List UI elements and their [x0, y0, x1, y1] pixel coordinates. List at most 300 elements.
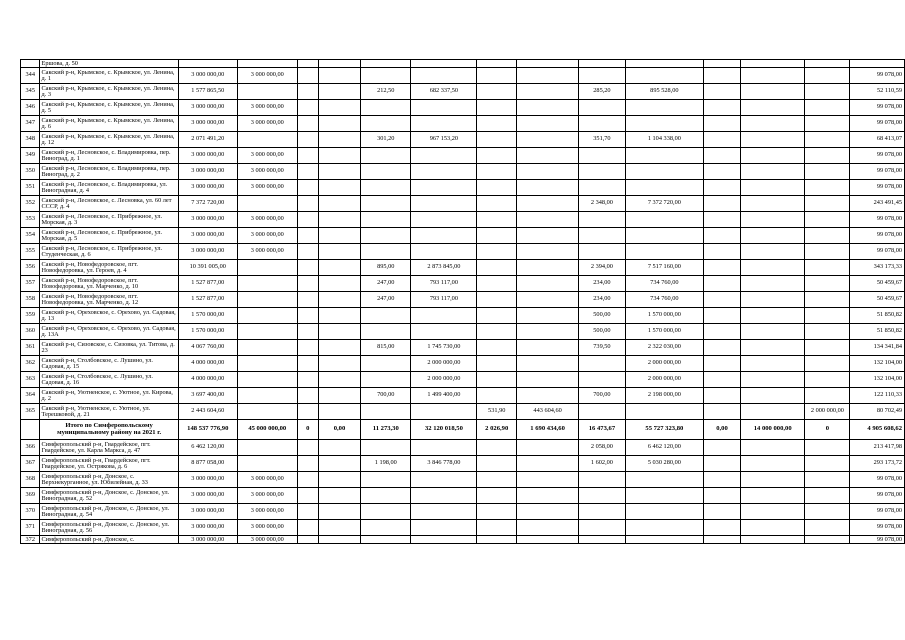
table-row: [21, 84, 905, 100]
table-row: [21, 132, 905, 148]
value-cell-c10: [704, 520, 741, 536]
value-cell-c6: [477, 324, 517, 340]
value-cell-c12: [805, 68, 850, 84]
value-cell-c8: 16 473,67: [579, 420, 625, 440]
value-cell-total: 1 570 000,00: [178, 324, 237, 340]
address-cell: Сакский р-н, Лесновское, с. Лесновка, ул. 60 лет СССР, д. 4: [40, 196, 178, 212]
value-cell-c6: [477, 356, 517, 372]
value-cell-c12: [805, 276, 850, 292]
value-cell-c8: [579, 180, 625, 196]
value-cell-c12: [805, 100, 850, 116]
value-cell-total: [178, 60, 237, 68]
value-cell-c2: [297, 68, 318, 84]
value-cell-c6: [477, 84, 517, 100]
value-cell-c1: [237, 440, 297, 456]
value-cell-c10: [704, 180, 741, 196]
value-cell-c12: [805, 196, 850, 212]
value-cell-c13: 80 702,49: [850, 404, 905, 420]
value-cell-c3: [318, 116, 360, 132]
table-row: [21, 372, 905, 388]
value-cell-c12: [805, 60, 850, 68]
value-cell-c8: [579, 472, 625, 488]
value-cell-c4: [361, 404, 411, 420]
value-cell-c6: [477, 132, 517, 148]
row-number-cell: 349: [21, 148, 40, 164]
value-cell-c1: [237, 456, 297, 472]
value-cell-c7: [516, 260, 578, 276]
address-cell: Сакский р-н, Крымское, с. Крымское, ул. Ленина, д. 5: [40, 100, 178, 116]
value-cell-c1: [237, 388, 297, 404]
table-row: [21, 260, 905, 276]
value-cell-c8: 351,70: [579, 132, 625, 148]
row-number-cell: 346: [21, 100, 40, 116]
table-row: [21, 388, 905, 404]
value-cell-c12: [805, 520, 850, 536]
value-cell-c7: [516, 60, 578, 68]
value-cell-c8: 500,00: [579, 324, 625, 340]
value-cell-c1: 3 000 000,00: [237, 100, 297, 116]
value-cell-c12: [805, 116, 850, 132]
value-cell-c13: 99 078,00: [850, 148, 905, 164]
value-cell-c13: 68 413,07: [850, 132, 905, 148]
value-cell-c5: 1 499 400,00: [411, 388, 477, 404]
value-cell-c11: [740, 100, 805, 116]
value-cell-c1: [237, 324, 297, 340]
value-cell-c1: 3 000 000,00: [237, 244, 297, 260]
value-cell-c8: [579, 100, 625, 116]
value-cell-c1: 45 000 000,00: [237, 420, 297, 440]
address-cell: Сакский р-н, Лесновское, с. Владимировка, пер. Виноград, д. 2: [40, 164, 178, 180]
value-cell-c3: [318, 472, 360, 488]
value-cell-c5: [411, 440, 477, 456]
value-cell-c10: [704, 388, 741, 404]
value-cell-total: 3 697 400,00: [178, 388, 237, 404]
value-cell-c11: [740, 372, 805, 388]
value-cell-c5: [411, 324, 477, 340]
value-cell-c1: 3 000 000,00: [237, 180, 297, 196]
address-cell: Сакский р-н, Лесновское, с. Владимировка, ул. Виноградная, д. 4: [40, 180, 178, 196]
value-cell-c9: [625, 148, 703, 164]
value-cell-c9: 7 372 720,00: [625, 196, 703, 212]
value-cell-c3: [318, 504, 360, 520]
row-number-cell: 351: [21, 180, 40, 196]
value-cell-c6: 531,90: [477, 404, 517, 420]
value-cell-c6: [477, 308, 517, 324]
value-cell-c2: [297, 228, 318, 244]
table-row: [21, 212, 905, 228]
value-cell-c9: 1 570 000,00: [625, 324, 703, 340]
value-cell-c4: 11 273,30: [361, 420, 411, 440]
value-cell-c8: 2 394,00: [579, 260, 625, 276]
value-cell-c10: [704, 472, 741, 488]
value-cell-c7: [516, 212, 578, 228]
value-cell-c13: 99 078,00: [850, 472, 905, 488]
value-cell-c11: [740, 180, 805, 196]
value-cell-c4: [361, 180, 411, 196]
value-cell-c11: [740, 84, 805, 100]
value-cell-c7: [516, 340, 578, 356]
funding-table: [20, 59, 905, 544]
address-cell: Симферопольский р-н, Донское, с. Донское, ул. Виноградная, д. 54: [40, 504, 178, 520]
value-cell-c5: [411, 228, 477, 244]
value-cell-c5: [411, 164, 477, 180]
value-cell-c3: [318, 84, 360, 100]
value-cell-c9: [625, 472, 703, 488]
value-cell-c3: [318, 276, 360, 292]
table-row: [21, 472, 905, 488]
value-cell-total: 6 462 120,00: [178, 440, 237, 456]
table-row: [21, 404, 905, 420]
value-cell-c9: 2 000 000,00: [625, 356, 703, 372]
value-cell-c10: [704, 84, 741, 100]
value-cell-c2: [297, 488, 318, 504]
value-cell-c4: [361, 212, 411, 228]
value-cell-c9: [625, 180, 703, 196]
value-cell-c8: 2 348,00: [579, 196, 625, 212]
value-cell-c13: 99 078,00: [850, 488, 905, 504]
total-label-cell: Итого по Симферопольскому муниципальному району на 2021 г.: [40, 420, 178, 440]
value-cell-total: 4 000 000,00: [178, 372, 237, 388]
value-cell-c8: 500,00: [579, 308, 625, 324]
value-cell-c3: [318, 212, 360, 228]
value-cell-c3: [318, 404, 360, 420]
address-cell: Сакский р-н, Лесновское, с. Владимировка, пер. Виноград, д. 1: [40, 148, 178, 164]
value-cell-c4: [361, 60, 411, 68]
value-cell-c13: 293 173,72: [850, 456, 905, 472]
value-cell-c2: [297, 100, 318, 116]
value-cell-c11: [740, 520, 805, 536]
value-cell-total: 1 577 865,50: [178, 84, 237, 100]
address-cell: Ершова, д. 50: [40, 60, 178, 68]
value-cell-c8: [579, 116, 625, 132]
value-cell-c4: [361, 472, 411, 488]
value-cell-c1: 3 000 000,00: [237, 164, 297, 180]
value-cell-c11: [740, 308, 805, 324]
value-cell-c5: 2 873 845,00: [411, 260, 477, 276]
value-cell-c4: [361, 440, 411, 456]
value-cell-c6: [477, 340, 517, 356]
value-cell-c8: [579, 404, 625, 420]
value-cell-total: 10 391 005,00: [178, 260, 237, 276]
table-row: [21, 440, 905, 456]
value-cell-c10: [704, 132, 741, 148]
value-cell-c11: 14 000 000,00: [740, 420, 805, 440]
value-cell-c1: 3 000 000,00: [237, 116, 297, 132]
value-cell-c6: [477, 472, 517, 488]
address-cell: Сакский р-н, Крымское, с. Крымское, ул. Ленина, д. 6: [40, 116, 178, 132]
value-cell-c13: 51 850,82: [850, 308, 905, 324]
value-cell-c9: [625, 116, 703, 132]
value-cell-c4: [361, 488, 411, 504]
value-cell-c3: [318, 536, 360, 544]
value-cell-c3: [318, 520, 360, 536]
value-cell-c6: [477, 536, 517, 544]
value-cell-c9: [625, 68, 703, 84]
value-cell-c13: 213 417,98: [850, 440, 905, 456]
row-number-cell: 367: [21, 456, 40, 472]
value-cell-c3: [318, 164, 360, 180]
value-cell-c6: [477, 276, 517, 292]
value-cell-c13: 99 078,00: [850, 536, 905, 544]
value-cell-c10: [704, 276, 741, 292]
value-cell-c8: 739,50: [579, 340, 625, 356]
value-cell-c10: [704, 488, 741, 504]
value-cell-c3: [318, 132, 360, 148]
value-cell-c3: [318, 244, 360, 260]
value-cell-total: 3 000 000,00: [178, 536, 237, 544]
value-cell-c6: [477, 456, 517, 472]
value-cell-c3: [318, 68, 360, 84]
value-cell-c6: [477, 388, 517, 404]
value-cell-c8: 234,00: [579, 292, 625, 308]
row-number-cell: 344: [21, 68, 40, 84]
value-cell-c4: [361, 228, 411, 244]
value-cell-c4: 895,00: [361, 260, 411, 276]
value-cell-c8: [579, 164, 625, 180]
value-cell-c13: 243 491,45: [850, 196, 905, 212]
value-cell-c12: [805, 292, 850, 308]
value-cell-c1: [237, 260, 297, 276]
address-cell: Сакский р-н, Уютненское, с. Уютное, ул. Кирова, д. 2: [40, 388, 178, 404]
value-cell-c7: [516, 164, 578, 180]
value-cell-c11: [740, 488, 805, 504]
value-cell-c1: 3 000 000,00: [237, 228, 297, 244]
value-cell-c7: [516, 244, 578, 260]
value-cell-c13: 132 104,00: [850, 356, 905, 372]
address-cell: Сакский р-н, Уютненское, с. Уютное, ул. Терешковой, д. 21: [40, 404, 178, 420]
address-cell: Сакский р-н, Новофедоровское, пгт. Новофедоровка, ул. Марченко, д. 10: [40, 276, 178, 292]
value-cell-c12: [805, 180, 850, 196]
value-cell-c6: [477, 180, 517, 196]
row-number-cell: 355: [21, 244, 40, 260]
value-cell-c2: [297, 520, 318, 536]
value-cell-c9: 7 517 160,00: [625, 260, 703, 276]
value-cell-c6: [477, 244, 517, 260]
value-cell-c5: 3 846 778,00: [411, 456, 477, 472]
value-cell-c13: 343 173,33: [850, 260, 905, 276]
value-cell-c9: 1 570 000,00: [625, 308, 703, 324]
value-cell-c12: [805, 456, 850, 472]
value-cell-c6: [477, 228, 517, 244]
value-cell-c13: 99 078,00: [850, 116, 905, 132]
value-cell-c13: 99 078,00: [850, 164, 905, 180]
value-cell-c8: [579, 60, 625, 68]
row-number-cell: 366: [21, 440, 40, 456]
value-cell-c5: [411, 488, 477, 504]
value-cell-c2: [297, 404, 318, 420]
value-cell-c2: [297, 308, 318, 324]
value-cell-c4: [361, 68, 411, 84]
value-cell-c4: [361, 164, 411, 180]
value-cell-c4: 212,50: [361, 84, 411, 100]
value-cell-c13: 51 850,82: [850, 324, 905, 340]
value-cell-c12: [805, 132, 850, 148]
value-cell-total: 3 000 000,00: [178, 228, 237, 244]
value-cell-c11: [740, 472, 805, 488]
value-cell-c2: [297, 372, 318, 388]
row-number-cell: 345: [21, 84, 40, 100]
table-row: [21, 180, 905, 196]
value-cell-c6: [477, 60, 517, 68]
value-cell-c7: [516, 372, 578, 388]
table-row: [21, 196, 905, 212]
value-cell-c7: [516, 228, 578, 244]
value-cell-total: 3 000 000,00: [178, 504, 237, 520]
value-cell-c5: [411, 100, 477, 116]
row-number-cell: 352: [21, 196, 40, 212]
value-cell-c5: [411, 68, 477, 84]
value-cell-c6: [477, 520, 517, 536]
total-row: [21, 420, 905, 440]
value-cell-c11: [740, 404, 805, 420]
value-cell-c4: [361, 520, 411, 536]
value-cell-total: 3 000 000,00: [178, 100, 237, 116]
value-cell-c11: [740, 68, 805, 84]
value-cell-c1: [237, 356, 297, 372]
value-cell-c1: [237, 196, 297, 212]
value-cell-total: 3 000 000,00: [178, 212, 237, 228]
row-number-cell: 370: [21, 504, 40, 520]
value-cell-c11: [740, 164, 805, 180]
table-row: [21, 488, 905, 504]
value-cell-c1: [237, 132, 297, 148]
value-cell-c2: [297, 244, 318, 260]
row-number-cell: 372: [21, 536, 40, 544]
value-cell-c9: 2 322 030,00: [625, 340, 703, 356]
value-cell-c2: [297, 132, 318, 148]
value-cell-c2: [297, 388, 318, 404]
value-cell-c11: [740, 324, 805, 340]
table-row: [21, 68, 905, 84]
row-number-cell: 360: [21, 324, 40, 340]
value-cell-c13: 99 078,00: [850, 180, 905, 196]
value-cell-c13: 132 104,00: [850, 372, 905, 388]
value-cell-c3: [318, 340, 360, 356]
address-cell: Симферопольский р-н, Гвардейское, пгт. Гвардейское, ул. Острякова, д. 6: [40, 456, 178, 472]
value-cell-c4: 247,00: [361, 276, 411, 292]
value-cell-c9: 2 000 000,00: [625, 372, 703, 388]
value-cell-c9: 2 198 000,00: [625, 388, 703, 404]
address-cell: Сакский р-н, Лесновское, с. Прибрежное, ул. Морская, д. 3: [40, 212, 178, 228]
value-cell-total: 3 000 000,00: [178, 244, 237, 260]
value-cell-c2: [297, 292, 318, 308]
table-row: [21, 228, 905, 244]
value-cell-c1: 3 000 000,00: [237, 68, 297, 84]
value-cell-c5: [411, 404, 477, 420]
value-cell-total: 3 000 000,00: [178, 148, 237, 164]
value-cell-c11: [740, 148, 805, 164]
value-cell-c1: [237, 372, 297, 388]
value-cell-c7: 1 690 434,60: [516, 420, 578, 440]
table-row: [21, 324, 905, 340]
value-cell-c4: [361, 504, 411, 520]
value-cell-c12: [805, 356, 850, 372]
value-cell-c8: [579, 244, 625, 260]
value-cell-c11: [740, 228, 805, 244]
value-cell-c2: [297, 340, 318, 356]
value-cell-c10: [704, 212, 741, 228]
value-cell-c1: 3 000 000,00: [237, 504, 297, 520]
value-cell-c13: 99 078,00: [850, 504, 905, 520]
value-cell-c5: [411, 308, 477, 324]
value-cell-c9: [625, 504, 703, 520]
value-cell-c4: [361, 196, 411, 212]
value-cell-c12: [805, 440, 850, 456]
value-cell-c5: 2 000 000,00: [411, 356, 477, 372]
value-cell-c6: [477, 292, 517, 308]
value-cell-c6: [477, 212, 517, 228]
value-cell-c10: [704, 440, 741, 456]
row-number-cell: 356: [21, 260, 40, 276]
value-cell-c10: [704, 372, 741, 388]
value-cell-total: 1 570 000,00: [178, 308, 237, 324]
value-cell-c10: [704, 196, 741, 212]
value-cell-c6: [477, 116, 517, 132]
value-cell-c13: 99 078,00: [850, 244, 905, 260]
value-cell-total: 3 000 000,00: [178, 68, 237, 84]
value-cell-c10: [704, 292, 741, 308]
value-cell-c8: 234,00: [579, 276, 625, 292]
value-cell-c9: 734 760,00: [625, 276, 703, 292]
value-cell-c2: 0: [297, 420, 318, 440]
table-row: [21, 504, 905, 520]
row-number-cell: 354: [21, 228, 40, 244]
value-cell-c6: [477, 196, 517, 212]
table-row: [21, 292, 905, 308]
value-cell-c13: 50 459,67: [850, 276, 905, 292]
value-cell-c8: [579, 228, 625, 244]
value-cell-c3: [318, 196, 360, 212]
value-cell-c8: [579, 356, 625, 372]
address-cell: Симферопольский р-н, Донское, с. Верхнекурганное, ул. Юбилейная, д. 33: [40, 472, 178, 488]
value-cell-c5: [411, 520, 477, 536]
table-row: [21, 536, 905, 544]
value-cell-c10: [704, 504, 741, 520]
value-cell-c11: [740, 60, 805, 68]
row-number-cell: 368: [21, 472, 40, 488]
value-cell-total: 3 000 000,00: [178, 488, 237, 504]
value-cell-c7: [516, 440, 578, 456]
value-cell-c12: 2 000 000,00: [805, 404, 850, 420]
value-cell-c10: 0,00: [704, 420, 741, 440]
address-cell: Сакский р-н, Новофедоровское, пгт. Новофедоровка, ул. Марченко, д. 12: [40, 292, 178, 308]
address-cell: Сакский р-н, Новофедоровское, пгт. Новофедоровка, ул. Героев, д. 4: [40, 260, 178, 276]
value-cell-total: 1 527 877,00: [178, 276, 237, 292]
value-cell-c8: [579, 504, 625, 520]
value-cell-c7: [516, 472, 578, 488]
value-cell-total: 2 443 604,60: [178, 404, 237, 420]
value-cell-c10: [704, 356, 741, 372]
value-cell-c4: [361, 308, 411, 324]
value-cell-c3: [318, 388, 360, 404]
value-cell-c4: [361, 244, 411, 260]
value-cell-c2: [297, 324, 318, 340]
value-cell-c12: [805, 212, 850, 228]
value-cell-c10: [704, 340, 741, 356]
value-cell-c5: [411, 116, 477, 132]
value-cell-c1: [237, 60, 297, 68]
row-number-cell: 363: [21, 372, 40, 388]
value-cell-c7: [516, 324, 578, 340]
value-cell-c2: [297, 356, 318, 372]
value-cell-c11: [740, 456, 805, 472]
value-cell-total: 3 000 000,00: [178, 116, 237, 132]
value-cell-c10: [704, 404, 741, 420]
value-cell-c6: [477, 504, 517, 520]
value-cell-c8: [579, 488, 625, 504]
value-cell-c13: [850, 60, 905, 68]
value-cell-c7: [516, 148, 578, 164]
